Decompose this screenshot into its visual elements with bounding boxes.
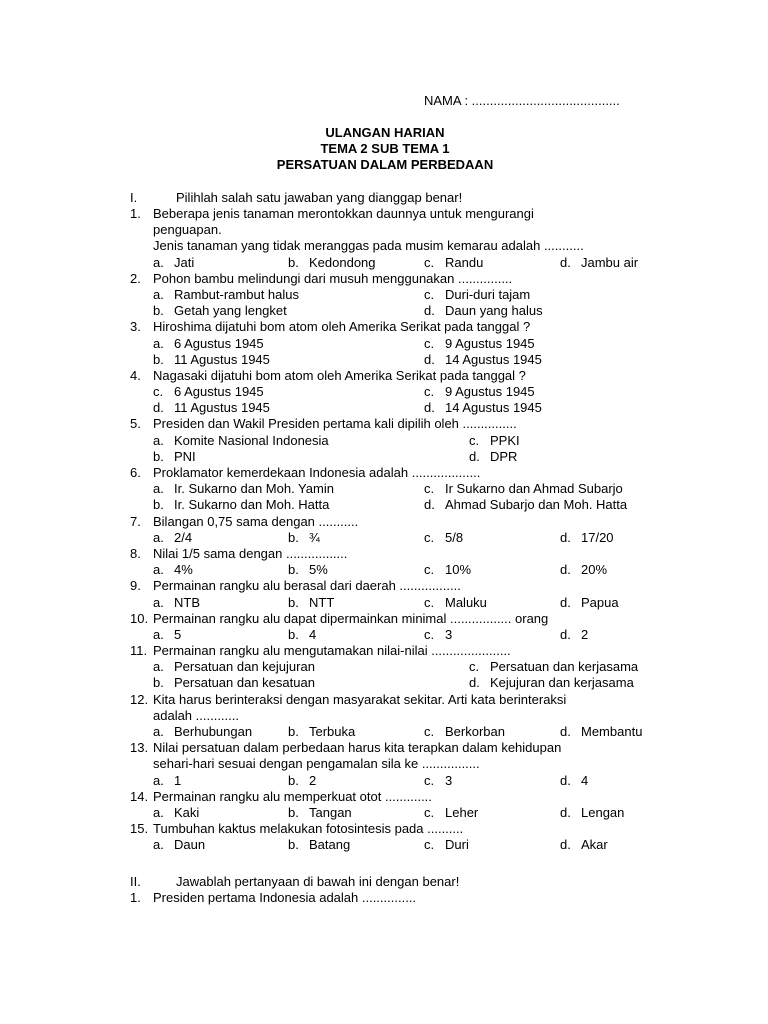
options-row <box>0 675 768 691</box>
question-7 <box>0 514 768 546</box>
answer-option <box>424 255 483 271</box>
option-letter: b. <box>153 303 164 319</box>
option-letter: c. <box>153 384 164 400</box>
option-text: 5/8 <box>445 529 464 545</box>
answer-option <box>288 255 376 271</box>
question-3 <box>0 319 768 368</box>
answer-option <box>560 595 619 611</box>
question-text: Kita harus berinteraksi dengan masyarakat sekitar. Arti kata berinteraksi <box>153 691 567 707</box>
question-12 <box>0 692 768 741</box>
question-text: Presiden dan Wakil Presiden pertama kali dipilih oleh ............... <box>153 416 517 432</box>
question-continuation-row <box>0 708 768 724</box>
option-text: ¾ <box>309 529 320 545</box>
options-row <box>0 336 768 352</box>
option-text: Jati <box>174 254 195 270</box>
question-text: Permainan rangku alu mengutamakan nilai-nilai ...................... <box>153 643 511 659</box>
question-row <box>0 578 768 594</box>
answer-option <box>424 336 535 352</box>
option-letter: c. <box>424 804 435 820</box>
question-row <box>0 206 768 222</box>
option-text: 14 Agustus 1945 <box>445 400 542 416</box>
option-letter: c. <box>424 529 435 545</box>
answer-option <box>560 530 614 546</box>
option-text: Komite Nasional Indonesia <box>174 432 329 448</box>
question-number: 5. <box>130 416 141 432</box>
options-row <box>0 255 768 271</box>
answer-option <box>288 627 316 643</box>
option-letter: c. <box>424 335 435 351</box>
option-letter: d. <box>424 351 435 367</box>
option-letter: a. <box>153 837 164 853</box>
option-letter: c. <box>424 384 435 400</box>
option-text: NTT <box>309 594 335 610</box>
answer-option <box>153 805 199 821</box>
option-letter: a. <box>153 562 164 578</box>
option-letter: d. <box>560 804 571 820</box>
question-number: 1. <box>130 890 141 905</box>
question-6 <box>0 465 768 514</box>
option-letter: a. <box>153 626 164 642</box>
title-line-1: ULANGAN HARIAN <box>325 125 445 140</box>
option-text: Randu <box>445 254 484 270</box>
option-text: Ir. Sukarno dan Moh. Yamin <box>174 481 334 497</box>
answer-option <box>153 659 315 675</box>
answer-option <box>424 384 535 400</box>
question-row <box>0 319 768 335</box>
option-text: Ir Sukarno dan Ahmad Subarjo <box>445 481 623 497</box>
answer-option <box>153 675 315 691</box>
option-text: Persatuan dan kesatuan <box>174 675 315 691</box>
option-text: 9 Agustus 1945 <box>445 335 535 351</box>
option-letter: d. <box>560 254 571 270</box>
options-row <box>0 481 768 497</box>
question-13 <box>0 740 768 789</box>
question-text: Pohon bambu melindungi dari musuh menggunakan ............... <box>153 270 513 286</box>
answer-option <box>424 805 478 821</box>
question-text: Hiroshima dijatuhi bom atom oleh Amerika Serikat pada tanggal ? <box>153 319 531 335</box>
question-row <box>0 514 768 530</box>
option-text: 20% <box>581 562 608 578</box>
answer-option <box>424 400 542 416</box>
option-text: Berkorban <box>445 724 505 739</box>
question-5 <box>0 416 768 465</box>
options-row <box>0 433 768 449</box>
options-row <box>0 303 768 319</box>
option-text: 9 Agustus 1945 <box>445 384 535 400</box>
question-row <box>0 692 768 708</box>
answer-option <box>288 724 355 740</box>
answer-option <box>424 773 452 789</box>
answer-option <box>469 449 517 465</box>
options-row <box>0 805 768 821</box>
question-text: penguapan. <box>153 222 222 238</box>
option-letter: b. <box>288 804 299 820</box>
answer-option <box>153 287 299 303</box>
question-text: Nilai 1/5 sama dengan ................. <box>153 545 348 561</box>
answer-option <box>153 384 264 400</box>
option-text: 6 Agustus 1945 <box>174 384 264 400</box>
option-letter: d. <box>469 675 480 691</box>
option-letter: d. <box>469 448 480 464</box>
option-letter: d. <box>560 772 571 788</box>
answer-option <box>153 562 193 578</box>
option-text: Akar <box>581 837 608 853</box>
student-name-field: NAMA : ......................................... <box>424 93 620 108</box>
answer-option <box>288 562 328 578</box>
option-text: Maluku <box>445 594 487 610</box>
option-text: 4% <box>174 562 193 578</box>
option-letter: b. <box>153 675 164 691</box>
option-letter: b. <box>288 837 299 853</box>
answer-option <box>153 433 329 449</box>
option-letter: a. <box>153 772 164 788</box>
option-text: Ahmad Subarjo dan Moh. Hatta <box>445 497 628 513</box>
option-letter: d. <box>560 837 571 853</box>
question-text: Permainan rangku alu dapat dipermainkan minimal ................. orang <box>153 610 549 626</box>
answer-option <box>153 773 181 789</box>
question-text: Jenis tanaman yang tidak meranggas pada musim kemarau adalah ........... <box>153 238 584 254</box>
question-continuation-row <box>0 222 768 238</box>
options-row <box>0 627 768 643</box>
option-letter: d. <box>560 626 571 642</box>
option-text: 2/4 <box>174 529 193 545</box>
option-letter: a. <box>153 286 164 302</box>
option-letter: d. <box>560 724 571 739</box>
question-row <box>0 643 768 659</box>
answer-option <box>153 497 329 513</box>
answer-option <box>469 675 634 691</box>
option-letter: a. <box>153 432 164 448</box>
answer-option <box>424 481 623 497</box>
title-line-3: PERSATUAN DALAM PERBEDAAN <box>276 157 494 173</box>
option-text: Getah yang lengket <box>174 303 287 319</box>
option-letter: c. <box>424 837 435 853</box>
option-text: Terbuka <box>309 724 356 739</box>
question-row <box>0 821 768 837</box>
option-text: DPR <box>490 448 518 464</box>
options-row <box>0 595 768 611</box>
question-text: adalah ............ <box>153 707 239 723</box>
question-10 <box>0 611 768 643</box>
question-2 <box>0 271 768 320</box>
option-text: Ir. Sukarno dan Moh. Hatta <box>174 497 330 513</box>
option-letter: b. <box>288 594 299 610</box>
option-letter: a. <box>153 594 164 610</box>
question-text: Tumbuhan kaktus melakukan fotosintesis pada .......... <box>153 821 464 837</box>
options-row <box>0 562 768 578</box>
answer-option <box>153 449 196 465</box>
option-text: Membantu <box>581 724 643 739</box>
options-row <box>0 400 768 416</box>
option-letter: b. <box>153 351 164 367</box>
option-letter: c. <box>469 659 480 675</box>
question-1 <box>0 206 768 271</box>
answer-option <box>153 255 194 271</box>
options-row <box>0 384 768 400</box>
answer-option <box>153 595 200 611</box>
question-number: 8. <box>130 545 141 561</box>
question-text: Beberapa jenis tanaman merontokkan daunnya untuk mengurangi <box>153 206 534 221</box>
option-text: PNI <box>174 448 196 464</box>
option-letter: d. <box>560 594 571 610</box>
question-number: 14. <box>130 788 149 804</box>
question-9 <box>0 578 768 610</box>
question-text: Presiden pertama Indonesia adalah ............... <box>153 890 417 905</box>
option-text: 6 Agustus 1945 <box>174 335 264 351</box>
option-text: 14 Agustus 1945 <box>445 351 542 367</box>
question-number: 2. <box>130 270 141 286</box>
question-number: 13. <box>130 740 149 756</box>
question-row <box>0 465 768 481</box>
question-number: 15. <box>130 821 149 837</box>
question-4 <box>0 368 768 417</box>
option-text: 3 <box>445 772 453 788</box>
answer-option <box>288 595 334 611</box>
answer-option <box>153 837 205 853</box>
option-text: NTB <box>174 594 200 610</box>
option-text: 10% <box>445 562 472 578</box>
option-letter: d. <box>424 303 435 319</box>
question-text: Permainan rangku alu memperkuat otot ............. <box>153 788 432 804</box>
option-text: Berhubungan <box>174 724 253 739</box>
options-row <box>0 773 768 789</box>
option-letter: d. <box>424 400 435 416</box>
question-row <box>0 611 768 627</box>
option-letter: c. <box>424 562 435 578</box>
question-continuation-row <box>0 238 768 254</box>
option-letter: d. <box>560 562 571 578</box>
option-text: 4 <box>309 626 317 642</box>
answer-option <box>469 659 638 675</box>
option-letter: a. <box>153 659 164 675</box>
section-1-instruction: Pilihlah salah satu jawaban yang dianggap benar! <box>176 190 463 205</box>
question-number: 9. <box>130 578 141 594</box>
question-number: 12. <box>130 691 149 707</box>
option-letter: a. <box>153 254 164 270</box>
option-letter: b. <box>153 497 164 513</box>
option-text: Duri <box>445 837 469 853</box>
question-text: Permainan rangku alu berasal dari daerah ................. <box>153 578 461 594</box>
answer-option <box>153 530 192 546</box>
section-1-numeral: I. <box>130 190 138 205</box>
options-row <box>0 837 768 853</box>
option-text: PPKI <box>490 432 520 448</box>
worksheet-title <box>0 125 768 174</box>
answer-option <box>424 352 542 368</box>
option-letter: b. <box>288 562 299 578</box>
question-number: 6. <box>130 465 141 480</box>
answer-option <box>153 303 287 319</box>
options-row <box>0 352 768 368</box>
option-text: Lengan <box>581 804 625 820</box>
section-2-numeral: II. <box>130 874 141 889</box>
answer-option <box>424 562 471 578</box>
answer-option <box>560 773 588 789</box>
question-row <box>0 416 768 432</box>
option-text: 4 <box>581 772 589 788</box>
title-line-2: TEMA 2 SUB TEMA 1 <box>320 141 450 157</box>
question-continuation-row <box>0 756 768 772</box>
options-row <box>0 497 768 513</box>
question-row <box>0 789 768 805</box>
question-text: Nilai persatuan dalam perbedaan harus kita terapkan dalam kehidupan <box>153 740 562 756</box>
option-letter: c. <box>424 724 435 739</box>
options-row <box>0 724 768 740</box>
option-letter: a. <box>153 724 164 739</box>
option-letter: a. <box>153 335 164 351</box>
answer-option <box>424 627 452 643</box>
question-number: 7. <box>130 513 141 529</box>
question-row <box>0 740 768 756</box>
question-number: 11. <box>130 643 148 659</box>
option-letter: b. <box>288 626 299 642</box>
option-text: Jambu air <box>581 254 639 270</box>
answer-option <box>560 627 588 643</box>
option-text: 5 <box>174 626 182 642</box>
option-letter: b. <box>288 529 299 545</box>
answer-option <box>153 627 181 643</box>
option-letter: d. <box>153 400 164 416</box>
options-row <box>0 287 768 303</box>
option-letter: b. <box>288 254 299 270</box>
question-number: 1. <box>130 206 141 221</box>
answer-option <box>560 805 624 821</box>
option-letter: c. <box>424 626 435 642</box>
question-8 <box>0 546 768 578</box>
option-text: Daun <box>174 837 206 853</box>
question-text: Bilangan 0,75 sama dengan ........... <box>153 513 359 529</box>
question-row <box>0 546 768 562</box>
question-row <box>0 271 768 287</box>
option-letter: c. <box>424 772 435 788</box>
answer-option <box>424 497 627 513</box>
essay-questions <box>0 890 768 906</box>
option-text: 11 Agustus 1945 <box>174 351 270 367</box>
answer-option <box>424 530 463 546</box>
option-letter: d. <box>424 497 435 513</box>
question-text: sehari-hari sesuai dengan pengamalan sila ke ................ <box>153 756 480 772</box>
option-text: Papua <box>581 594 619 610</box>
multiple-choice-questions <box>0 206 768 854</box>
option-text: Tangan <box>309 804 352 820</box>
option-text: Daun yang halus <box>445 303 543 319</box>
essay-question-1 <box>0 890 768 906</box>
answer-option <box>288 773 316 789</box>
option-text: Kaki <box>174 804 200 820</box>
question-text: Proklamator kemerdekaan Indonesia adalah ................... <box>153 465 481 480</box>
option-letter: b. <box>153 448 164 464</box>
answer-option <box>153 336 264 352</box>
option-text: 11 Agustus 1945 <box>174 400 270 416</box>
answer-option <box>288 837 350 853</box>
question-row <box>0 368 768 384</box>
option-text: Duri-duri tajam <box>445 286 531 302</box>
section-2-instruction: Jawablah pertanyaan di bawah ini dengan benar! <box>176 874 460 889</box>
option-text: 2 <box>581 626 589 642</box>
answer-option <box>424 595 487 611</box>
answer-option <box>153 400 270 416</box>
option-letter: c. <box>469 432 480 448</box>
option-letter: b. <box>288 772 299 788</box>
answer-option <box>560 724 642 740</box>
option-text: Rambut-rambut halus <box>174 286 299 302</box>
option-letter: a. <box>153 481 164 497</box>
question-number: 3. <box>130 319 141 335</box>
option-text: Persatuan dan kerjasama <box>490 659 639 675</box>
option-text: 17/20 <box>581 529 614 545</box>
answer-option <box>560 562 607 578</box>
question-text: Nagasaki dijatuhi bom atom oleh Amerika Serikat pada tanggal ? <box>153 367 526 383</box>
question-11 <box>0 643 768 692</box>
answer-option <box>424 837 469 853</box>
options-row <box>0 449 768 465</box>
option-text: 1 <box>174 772 182 788</box>
option-text: Kejujuran dan kerjasama <box>490 675 634 691</box>
answer-option <box>560 255 638 271</box>
answer-option <box>424 287 530 303</box>
options-row <box>0 530 768 546</box>
option-text: Batang <box>309 837 351 853</box>
option-letter: a. <box>153 529 164 545</box>
answer-option <box>153 481 334 497</box>
answer-option <box>153 724 252 740</box>
option-letter: c. <box>424 286 435 302</box>
option-letter: c. <box>424 481 435 497</box>
answer-option <box>153 352 270 368</box>
answer-option <box>288 530 320 546</box>
option-letter: b. <box>288 724 299 739</box>
answer-option <box>560 837 608 853</box>
question-15 <box>0 821 768 853</box>
option-text: 5% <box>309 562 328 578</box>
answer-option <box>424 303 543 319</box>
question-number: 4. <box>130 367 141 383</box>
option-text: 2 <box>309 772 317 788</box>
option-letter: a. <box>153 804 164 820</box>
option-text: 3 <box>445 626 453 642</box>
answer-option <box>424 724 505 740</box>
answer-option <box>288 805 352 821</box>
question-number: 10. <box>130 610 149 626</box>
answer-option <box>469 433 520 449</box>
option-text: Leher <box>445 804 479 820</box>
question-14 <box>0 789 768 821</box>
option-text: Kedondong <box>309 254 376 270</box>
option-letter: c. <box>424 594 435 610</box>
options-row <box>0 659 768 675</box>
option-letter: c. <box>424 254 435 270</box>
option-letter: d. <box>560 529 571 545</box>
option-text: Persatuan dan kejujuran <box>174 659 315 675</box>
